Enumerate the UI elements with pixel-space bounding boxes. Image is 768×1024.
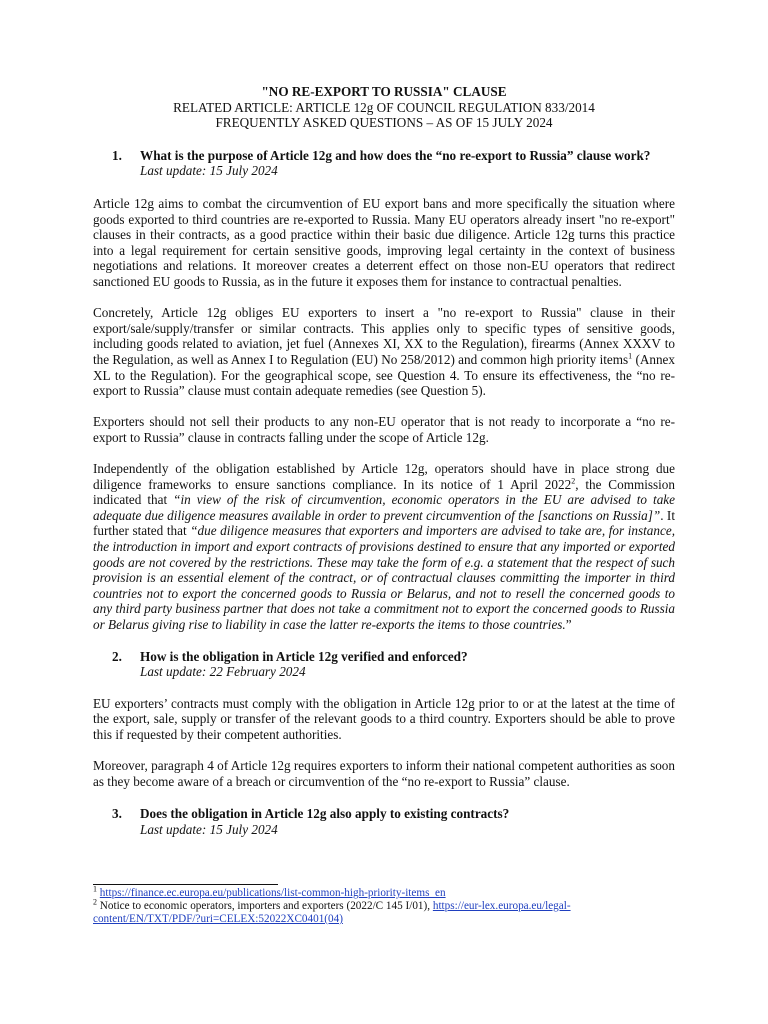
- question-text: What is the purpose of Article 12g and how does the “no re-export to Russia” clause work?: [140, 147, 651, 163]
- quote: “in view of the risk of circumvention, economic operators in the EU are advised to take adequate due diligence measures available in order to prevent circumvention of the [sanctions on Russia]”: [93, 492, 675, 523]
- paragraph: Concretely, Article 12g obliges EU exporters to insert a "no re-export to Russia" clause in their export/sale/supply/transfer or similar contracts. This applies only to specific types of sensitive goods, including goods related to aviation, jet fuel (Annexes XI, XX to the Regulation), firearms (Annex XXXV to the Regulation, as well as Annex I to Regulation (EU) No 258/2012) and common high priority items$^1$ (Annex XL to the Regulation). For the geographical scope, see Question 4. To ensure its effectiveness, the “no re-export to Russia” clause must contain adequate remedies (see Question 5).: [93, 305, 675, 399]
- footnote-1: $^1$ https://finance.ec.europa.eu/publications/list-common-high-priority-items_en: [93, 884, 446, 899]
- question-number: 3.: [112, 806, 122, 822]
- footnotes: [93, 884, 675, 926]
- footnote-link[interactable]: https://eur-lex.europa.eu/legal-content/EN/TXT/PDF/?uri=CELEX:52022XC0401(04): [93, 900, 571, 925]
- last-update: Last update: 15 July 2024: [140, 163, 278, 179]
- footnote-2: $^2$ Notice to economic operators, importers and exporters (2022/C 145 I/01), https://eur-lex.europa.eu/legal-content/EN/TXT/PDF/?uri=CELEX:52022XC0401(04): [93, 897, 571, 925]
- paragraph: Article 12g aims to combat the circumvention of EU export bans and more specifically the situation where goods exported to third countries are re-exported to Russia. Many EU operators already insert "no re-export" clauses in their contracts, as a good practice within their basic due diligence. Article 12g turns this practice into a legal requirement for certain sensitive goods, improving legal certainty in the context of business negotiations and relations. It moreover creates a deterrent effect on those non-EU operators that redirect sanctioned EU goods to Russia, as in the future it exposes them for instance to contractual penalties.: [93, 195, 675, 289]
- paragraph: Independently of the obligation established by Article 12g, operators should have in place strong due diligence frameworks to ensure sanctions compliance. In its notice of 1 April 2022$^2$, the Commission indicated that “in view of the risk of circumvention, economic operators in the EU are advised to take adequate due diligence measures available in order to prevent circumvention of the [sanctions on Russia]”. It further stated that “due diligence measures that exporters and importers are advised to take are, for instance, the introduction in import and export contracts of provisions destined to ensure that any imported or exported goods are not covered by the restrictions. These may take the form of e.g. a statement that the respect of such provision is an essential element of the contract, or of contractual clauses committing the importer in third countries not to export the concerned goods to Russia or Belarus, and not to resell the concerned goods to any third party business partner that does not take a commitment not to export the concerned goods to Russia or Belarus giving rise to liability in case the latter re-exports the items to those countries.”: [93, 461, 675, 632]
- last-update: Last update: 22 February 2024: [140, 664, 306, 680]
- document-subtitle: RELATED ARTICLE: ARTICLE 12g OF COUNCIL REGULATION 833/2014: [173, 99, 595, 115]
- paragraph: Exporters should not sell their products to any non-EU operator that is not ready to incorporate a “no re-export to Russia” clause in contracts falling under the scope of Article 12g.: [93, 414, 675, 445]
- paragraph: Moreover, paragraph 4 of Article 12g requires exporters to inform their national competent authorities as soon as they become aware of a breach or circumvention of the “no re-export to Russia” clause.: [93, 758, 675, 789]
- paragraph: EU exporters’ contracts must comply with the obligation in Article 12g prior to or at the latest at the time of the export, sale, supply or transfer of the relevant goods to a third country. Exporters should be able to prove this if requested by their competent authorities.: [93, 695, 675, 742]
- question-text: How is the obligation in Article 12g verified and enforced?: [140, 648, 468, 664]
- last-update: Last update: 15 July 2024: [140, 821, 278, 837]
- footnote-ref[interactable]: 2: [571, 476, 576, 486]
- footnote-link[interactable]: https://finance.ec.europa.eu/publications/list-common-high-priority-items_en: [99, 887, 446, 899]
- question-text: Does the obligation in Article 12g also apply to existing contracts?: [140, 806, 510, 822]
- question-3: [93, 806, 675, 837]
- question-number: 2.: [112, 648, 122, 664]
- question-number: 1.: [112, 147, 122, 163]
- footnote-divider: [93, 884, 278, 885]
- document-header: [93, 84, 675, 131]
- question-2: [93, 649, 675, 680]
- document-title: "NO RE-EXPORT TO RUSSIA" CLAUSE: [261, 84, 507, 99]
- question-1: [93, 148, 675, 179]
- quote: “due diligence measures that exporters and importers are advised to take are, for instance, the introduction in import and export contracts of provisions destined to ensure that any imported or exported goods are not covered by the restrictions. These may take the form of e.g. a statement that the respect of such provision is an essential element of the contract, or of contractual clauses committing the importer in third countries not to export the concerned goods to Russia or Belarus, and not to resell the concerned goods to any third party business partner that does not take a commitment not to export the concerned goods to Russia or Belarus giving rise to liability in case the latter re-exports the items to those countries.: [93, 523, 675, 632]
- document-page: [93, 84, 675, 838]
- footnote-ref[interactable]: 1: [628, 351, 633, 361]
- faq-date-line: FREQUENTLY ASKED QUESTIONS – AS OF 15 JULY 2024: [215, 115, 553, 131]
